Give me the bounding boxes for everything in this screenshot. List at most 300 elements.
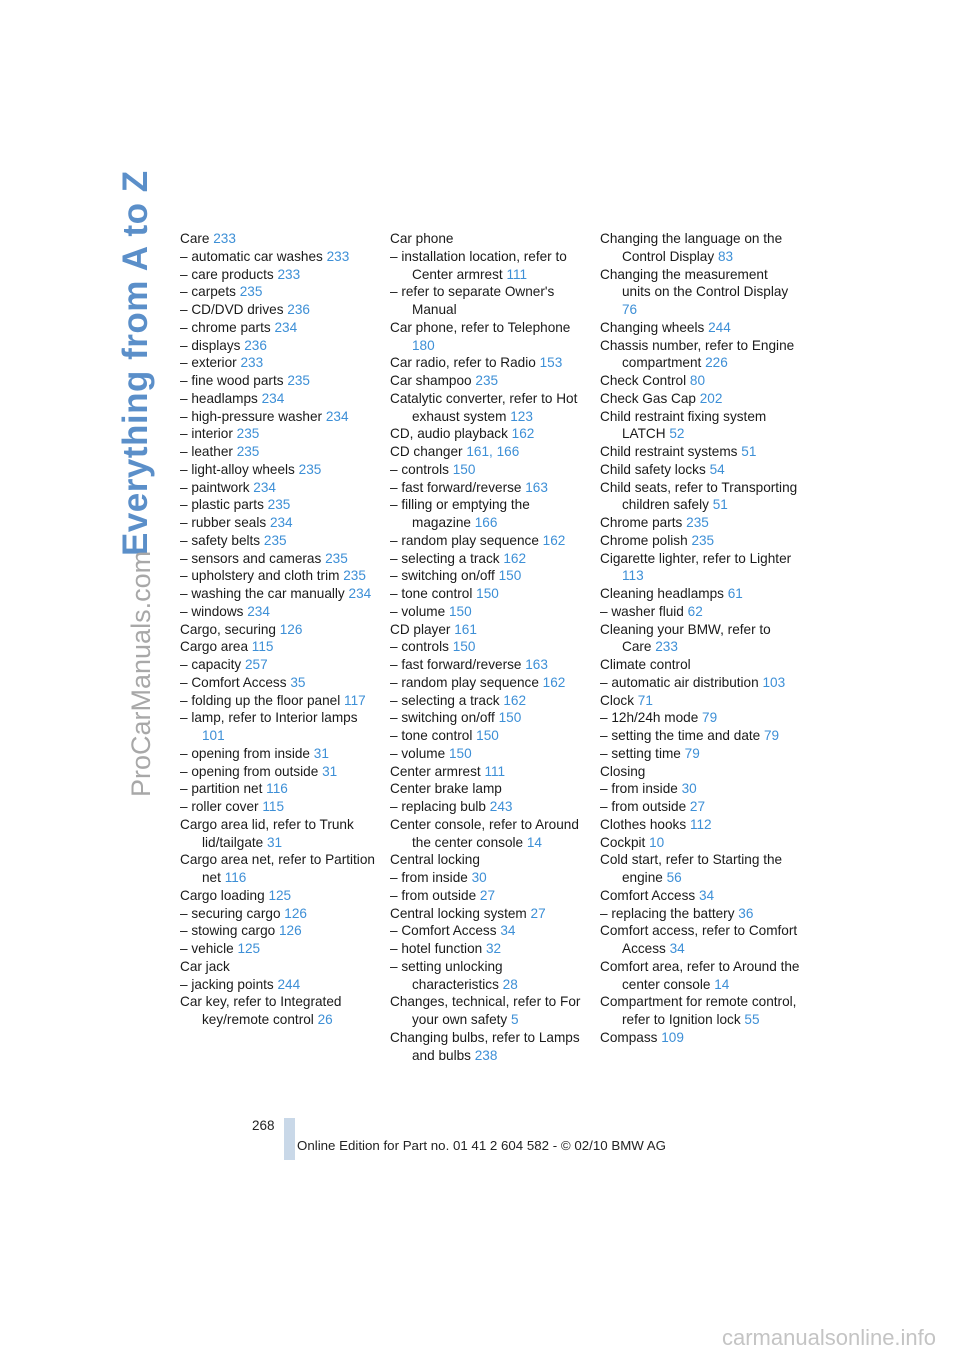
index-term: – hotel function (390, 941, 483, 956)
index-entry (390, 905, 590, 923)
page-ref-link[interactable]: 31 (322, 763, 338, 779)
page-ref-link[interactable]: 83 (717, 248, 734, 264)
index-entry (390, 585, 590, 603)
page-ref-link[interactable]: 234 (274, 319, 298, 335)
index-entry (390, 621, 590, 639)
index-entry (390, 692, 590, 710)
index-entry (180, 940, 380, 958)
index-entry (390, 283, 590, 319)
page-ref-link[interactable]: 76 (622, 302, 638, 317)
page-ref-link[interactable]: 111 (506, 266, 528, 282)
index-term: Catalytic converter, refer to Hot exhaust system (390, 390, 578, 424)
index-term: Changing the measurement units on the Control Display (600, 266, 789, 300)
index-entry (600, 408, 800, 444)
page-ref-link[interactable]: 162 (503, 692, 527, 708)
page-ref-link[interactable]: 150 (476, 586, 499, 601)
index-entry (180, 993, 380, 1029)
page-ref-link[interactable]: 235 (239, 284, 263, 300)
index-term: Clothes hooks (600, 816, 687, 832)
index-term: – rubber seals (180, 515, 267, 530)
index-entry (600, 461, 800, 479)
page-ref-link[interactable]: 30 (471, 870, 487, 885)
page-ref-link[interactable]: 243 (489, 799, 513, 814)
index-term: – replacing bulb (390, 799, 486, 814)
index-term: – folding up the floor panel (180, 692, 341, 708)
page-ref-link[interactable]: 34 (500, 923, 516, 939)
index-term: – random play sequence (390, 532, 539, 548)
page-ref-link[interactable]: 202 (699, 390, 723, 406)
page-ref-link[interactable]: 226 (705, 355, 728, 371)
index-term: – washing the car manually (180, 586, 345, 601)
index-term: – filling or emptying the magazine (390, 497, 530, 530)
index-entry (180, 745, 380, 763)
index-term: Check Control (600, 373, 687, 388)
page-ref-link[interactable]: 31 (313, 745, 329, 761)
index-entry (180, 248, 380, 266)
page-ref-link[interactable]: 126 (284, 905, 307, 921)
index-entry (600, 532, 800, 550)
page-ref-link[interactable]: 236 (287, 302, 310, 317)
page-ref-link[interactable]: 235 (263, 532, 287, 548)
index-term: Central locking (390, 852, 480, 868)
index-term: Comfort Access (600, 887, 696, 903)
index-entry (600, 745, 800, 763)
index-term: CD changer (390, 444, 463, 459)
index-term: – jacking points (180, 976, 274, 992)
page-ref-link[interactable]: 150 (476, 728, 499, 743)
index-entry (600, 1029, 800, 1047)
index-entry (390, 425, 590, 443)
page-ref-link[interactable]: 27 (479, 887, 496, 903)
index-term: – random play sequence (390, 674, 539, 690)
page-ref-link[interactable]: 234 (325, 408, 349, 424)
index-entry (390, 887, 590, 905)
page-ref-link[interactable]: 235 (325, 550, 348, 566)
index-entry (180, 780, 380, 798)
index-term: – interior (180, 426, 233, 442)
page-ref-link[interactable]: 163 (525, 479, 548, 495)
index-entry (390, 1029, 590, 1065)
index-entry (390, 851, 590, 869)
page-ref-link[interactable]: 150 (452, 639, 476, 655)
page-ref-link[interactable]: 150 (448, 745, 472, 761)
index-entry (390, 816, 590, 852)
index-entry (390, 674, 590, 692)
page-ref-link[interactable]: 150 (498, 568, 522, 584)
index-term: Central locking system (390, 905, 527, 921)
page-ref-link[interactable]: 162 (503, 550, 527, 566)
index-term: Cold start, refer to Starting the engine (600, 852, 783, 885)
index-entry (600, 550, 800, 586)
index-entry (390, 745, 590, 763)
page-ref-link[interactable]: 71 (637, 692, 653, 708)
index-entry (600, 922, 800, 958)
page-ref-link[interactable]: 235 (298, 461, 322, 477)
page-ref-link[interactable]: 112 (689, 816, 712, 832)
index-term: Center brake lamp (390, 781, 502, 797)
page-ref-link[interactable]: 27 (689, 799, 706, 814)
page-ref-link[interactable]: 153 (539, 355, 563, 371)
index-entry (390, 780, 590, 798)
index-entry (390, 763, 590, 781)
index-entry (600, 390, 800, 408)
index-entry (390, 479, 590, 497)
index-term: – lamp, refer to Interior lamps (180, 710, 358, 726)
page-ref-link[interactable]: 161 (466, 444, 490, 459)
index-term: Car jack (180, 958, 230, 974)
index-entry (390, 230, 590, 248)
index-term: – setting time (600, 745, 681, 761)
page-ref-link[interactable]: 111 (484, 763, 506, 779)
page-ref-link[interactable]: 235 (475, 373, 499, 388)
index-term: – controls (390, 639, 449, 655)
page-ref-link[interactable]: 235 (236, 426, 260, 442)
page-ref-link[interactable]: 244 (708, 319, 731, 335)
index-entry (600, 692, 800, 710)
index-entry (390, 248, 590, 284)
index-term: Cleaning your BMW, refer to Care (600, 621, 771, 655)
page-ref-link[interactable]: 79 (764, 728, 780, 743)
index-term: – safety belts (180, 532, 261, 548)
page-ref-link[interactable]: 61 (727, 586, 743, 601)
page-ref-link[interactable]: 162 (542, 532, 566, 548)
page-ref-link[interactable]: 235 (343, 568, 366, 584)
index-term: Cargo loading (180, 887, 265, 903)
index-entry (390, 461, 590, 479)
page-ref-link[interactable]: 150 (448, 603, 472, 619)
index-entry (390, 727, 590, 745)
index-entry (390, 319, 590, 355)
index-term: – automatic air distribution (600, 674, 759, 690)
index-term: Cigarette lighter, refer to Lighter (600, 550, 792, 566)
page-ref-link[interactable]: 233 (277, 266, 301, 282)
index-term: Child safety locks (600, 461, 706, 477)
section-title-vertical: Everything from A to Z (116, 170, 155, 556)
page-ref-link[interactable]: 235 (267, 497, 291, 513)
page-ref-link[interactable]: 79 (702, 710, 718, 726)
index-entry (390, 532, 590, 550)
index-term: Child restraint systems (600, 444, 738, 459)
page-ref-link[interactable]: 109 (661, 1029, 684, 1045)
index-term: Car shampoo (390, 373, 472, 388)
page-ref-link[interactable]: 150 (452, 461, 476, 477)
page-ref-link[interactable]: 116 (224, 870, 247, 885)
index-entry (180, 354, 380, 372)
page-ref-link[interactable]: 166 (496, 444, 520, 459)
page-ref-link[interactable]: 62 (687, 603, 703, 619)
index-entry (600, 603, 800, 621)
index-term: – setting the time and date (600, 728, 761, 743)
page-ref-link[interactable]: 31 (267, 834, 283, 850)
index-term: Closing (600, 763, 646, 779)
page-ref-link[interactable]: 235 (236, 444, 260, 459)
index-term: Cargo area (180, 639, 249, 655)
index-term: Check Gas Cap (600, 390, 696, 406)
index-term: – selecting a track (390, 692, 500, 708)
index-term: – sensors and cameras (180, 550, 322, 566)
index-entry (180, 621, 380, 639)
index-term: – stowing cargo (180, 923, 276, 939)
index-term: – fast forward/reverse (390, 479, 522, 495)
page-ref-link[interactable]: 123 (510, 408, 533, 424)
index-term: – windows (180, 603, 244, 619)
index-term: Chrome parts (600, 515, 683, 530)
index-term: – opening from inside (180, 745, 310, 761)
index-entry (390, 709, 590, 727)
index-term: – replacing the battery (600, 905, 735, 921)
page-ref-link[interactable]: 234 (348, 586, 372, 601)
index-term: – 12h/24h mode (600, 710, 699, 726)
index-entry (600, 319, 800, 337)
index-term: – upholstery and cloth trim (180, 568, 340, 584)
page-ref-link[interactable]: 126 (279, 621, 303, 637)
page-ref-link[interactable]: 54 (709, 461, 725, 477)
index-entry (180, 887, 380, 905)
page-ref-link[interactable]: 234 (269, 515, 293, 530)
page-ref-link[interactable]: 115 (262, 799, 285, 814)
page-ref-link[interactable]: 235 (287, 373, 310, 388)
page-ref-link[interactable]: 10 (649, 834, 665, 850)
page-ref-link[interactable]: 26 (317, 1012, 333, 1027)
page-ref-link[interactable]: 234 (253, 479, 276, 495)
index-entry (180, 372, 380, 390)
page-ref-link[interactable]: 80 (689, 373, 706, 388)
index-entry (180, 550, 380, 568)
page-ref-link[interactable]: 235 (691, 532, 715, 548)
index-entry (180, 922, 380, 940)
page-ref-link[interactable]: 234 (261, 390, 285, 406)
index-column-3 (600, 230, 800, 1047)
index-entry (180, 638, 380, 656)
index-term: – from inside (600, 781, 678, 797)
index-term: – plastic parts (180, 497, 264, 513)
page-ref-link[interactable]: 116 (266, 781, 288, 797)
index-term: – installation location, refer to Center armrest (390, 248, 567, 282)
index-entry (600, 798, 800, 816)
index-entry (390, 993, 590, 1029)
index-term: Changing bulbs, refer to Lamps and bulbs (390, 1029, 580, 1063)
index-term: – CD/DVD drives (180, 302, 284, 317)
index-term: – fast forward/reverse (390, 657, 522, 672)
page-ref-link[interactable]: 51 (712, 497, 728, 513)
site-label-vertical: ProCarManuals.com (126, 550, 156, 797)
page-ref-link[interactable]: 244 (277, 976, 301, 992)
page-ref-link[interactable]: 162 (511, 426, 535, 442)
index-term: – vehicle (180, 941, 234, 956)
index-term: Cargo area net, refer to Partition net (180, 852, 375, 885)
index-term: – securing cargo (180, 905, 281, 921)
index-term: – leather (180, 444, 233, 459)
index-entry (600, 585, 800, 603)
index-term: – Comfort Access (180, 674, 287, 690)
index-entry (600, 621, 800, 657)
page-ref-link[interactable]: 27 (530, 905, 546, 921)
index-entry (390, 869, 590, 887)
index-term: Child seats, refer to Transporting children safely (600, 479, 798, 513)
page-ref-link[interactable]: 233 (213, 231, 236, 246)
index-entry (390, 638, 590, 656)
index-entry (180, 656, 380, 674)
index-entry (600, 958, 800, 994)
index-term: Compartment for remote control, refer to Ignition lock (600, 994, 797, 1027)
index-entry (600, 887, 800, 905)
index-term: Cargo area lid, refer to Trunk lid/tailgate (180, 816, 354, 850)
index-entry (390, 656, 590, 674)
index-entry (600, 763, 800, 781)
index-entry (390, 958, 590, 994)
page-ref-link[interactable]: 79 (684, 745, 700, 761)
index-entry (390, 550, 590, 568)
index-term: Care (180, 231, 210, 246)
index-entry (600, 479, 800, 515)
index-entry (180, 798, 380, 816)
page-ref-link[interactable]: 180 (412, 337, 435, 353)
page-ref-link[interactable]: 161 (454, 621, 477, 637)
index-term: – tone control (390, 728, 473, 743)
page-ref-link[interactable]: 35 (290, 674, 306, 690)
index-term: Chassis number, refer to Engine compartment (600, 337, 795, 371)
page-ref-link[interactable]: 117 (344, 692, 366, 708)
page-ref-link[interactable]: 257 (245, 657, 268, 672)
index-entry (600, 851, 800, 887)
index-term: – switching on/off (390, 568, 495, 584)
page-ref-link[interactable]: 233 (326, 248, 350, 264)
index-entry (600, 514, 800, 532)
index-term: – controls (390, 461, 449, 477)
page-ref-link[interactable]: 233 (655, 639, 678, 655)
index-term: – high-pressure washer (180, 408, 323, 424)
index-entry (180, 266, 380, 284)
page-ref-link[interactable]: 32 (485, 941, 502, 956)
index-entry (600, 905, 800, 923)
index-term: – displays (180, 337, 241, 353)
page-ref-link[interactable]: 233 (240, 355, 264, 371)
page-ref-link[interactable]: 30 (681, 781, 697, 797)
index-entry (180, 390, 380, 408)
page-ref-link[interactable]: 236 (244, 337, 267, 353)
index-entry (180, 408, 380, 426)
index-term: – washer fluid (600, 603, 684, 619)
index-entry (390, 354, 590, 372)
index-column-1 (180, 230, 380, 1029)
index-entry (180, 443, 380, 461)
page-ref-link[interactable]: 234 (247, 603, 270, 619)
index-term: – roller cover (180, 799, 259, 814)
page-ref-link[interactable]: 103 (762, 674, 786, 690)
page-ref-link[interactable]: 125 (237, 941, 261, 956)
index-term: CD, audio playback (390, 426, 508, 442)
index-term: Center armrest (390, 763, 481, 779)
index-entry (180, 816, 380, 852)
index-term: Changing the language on the Control Display (600, 231, 783, 264)
index-entry (390, 940, 590, 958)
index-term: – fine wood parts (180, 373, 284, 388)
index-entry (180, 958, 380, 976)
index-entry (180, 603, 380, 621)
page-ref-link[interactable]: 238 (474, 1047, 498, 1063)
index-term: – volume (390, 603, 446, 619)
page-ref-link[interactable]: 162 (542, 674, 566, 690)
page-ref-separator: , (489, 444, 497, 459)
page-ref-link[interactable]: 235 (686, 515, 709, 530)
index-term: – care products (180, 266, 274, 282)
index-term: – light-alloy wheels (180, 461, 295, 477)
index-entry (390, 567, 590, 585)
page-ref-link[interactable]: 51 (741, 444, 757, 459)
index-term: Changes, technical, refer to For your own safety (390, 994, 581, 1027)
index-term: – tone control (390, 586, 473, 601)
index-entry (600, 372, 800, 390)
page-ref-link[interactable]: 125 (268, 887, 292, 903)
page-ref-link[interactable]: 34 (698, 887, 715, 903)
index-term: – refer to separate Owner's Manual (390, 284, 555, 317)
index-term: Car phone (390, 231, 454, 246)
index-entry (180, 337, 380, 355)
page-ref-link[interactable]: 113 (622, 568, 644, 584)
index-term: – partition net (180, 781, 263, 797)
page-ref-link[interactable]: 34 (669, 941, 685, 956)
page-ref-link[interactable]: 166 (474, 515, 498, 530)
index-term: Cockpit (600, 834, 646, 850)
index-entry (600, 337, 800, 373)
page-ref-link[interactable]: 101 (202, 728, 225, 743)
index-term: – switching on/off (390, 710, 495, 726)
footer-edition-text: Online Edition for Part no. 01 41 2 604 582 - © 02/10 BMW AG (297, 1138, 667, 1153)
index-term: – carpets (180, 284, 236, 300)
page-ref-link[interactable]: 5 (510, 1012, 519, 1027)
index-term: – setting unlocking characteristics (390, 958, 503, 992)
page-ref-link[interactable]: 28 (502, 976, 518, 992)
page-ref-link[interactable]: 115 (251, 639, 274, 655)
index-term: Center console, refer to Around the center console (390, 816, 579, 850)
page-ref-link[interactable]: 14 (714, 976, 730, 992)
page-ref-link[interactable]: 52 (669, 426, 685, 442)
index-term: – Comfort Access (390, 923, 497, 939)
page-ref-link[interactable]: 163 (525, 657, 548, 672)
index-entry (600, 656, 800, 674)
index-entry (180, 674, 380, 692)
index-term: Cargo, securing (180, 621, 276, 637)
page-ref-link[interactable]: 150 (498, 710, 522, 726)
index-entry (180, 532, 380, 550)
index-entry (180, 763, 380, 781)
index-term: Car key, refer to Integrated key/remote control (180, 994, 342, 1027)
page-ref-link[interactable]: 126 (279, 923, 302, 939)
index-entry (180, 567, 380, 585)
index-entry (600, 780, 800, 798)
index-entry (390, 372, 590, 390)
page-ref-link[interactable]: 36 (738, 905, 754, 921)
index-term: – headlamps (180, 390, 258, 406)
page-number: 268 (252, 1118, 275, 1133)
index-entry (600, 709, 800, 727)
index-entry (180, 283, 380, 301)
index-term: – automatic car washes (180, 248, 323, 264)
index-entry (600, 727, 800, 745)
index-entry (600, 993, 800, 1029)
index-term: CD player (390, 621, 451, 637)
index-term: Comfort access, refer to Comfort Access (600, 923, 798, 956)
index-entry (390, 603, 590, 621)
index-entry (600, 230, 800, 266)
index-entry (180, 692, 380, 710)
page-ref-link[interactable]: 55 (744, 1012, 760, 1027)
page-ref-link[interactable]: 14 (526, 834, 542, 850)
index-term: Child restraint fixing system LATCH (600, 408, 767, 442)
page-ref-link[interactable]: 56 (666, 870, 682, 885)
watermark: carmanualsonline.info (722, 1325, 937, 1350)
index-entry (390, 922, 590, 940)
